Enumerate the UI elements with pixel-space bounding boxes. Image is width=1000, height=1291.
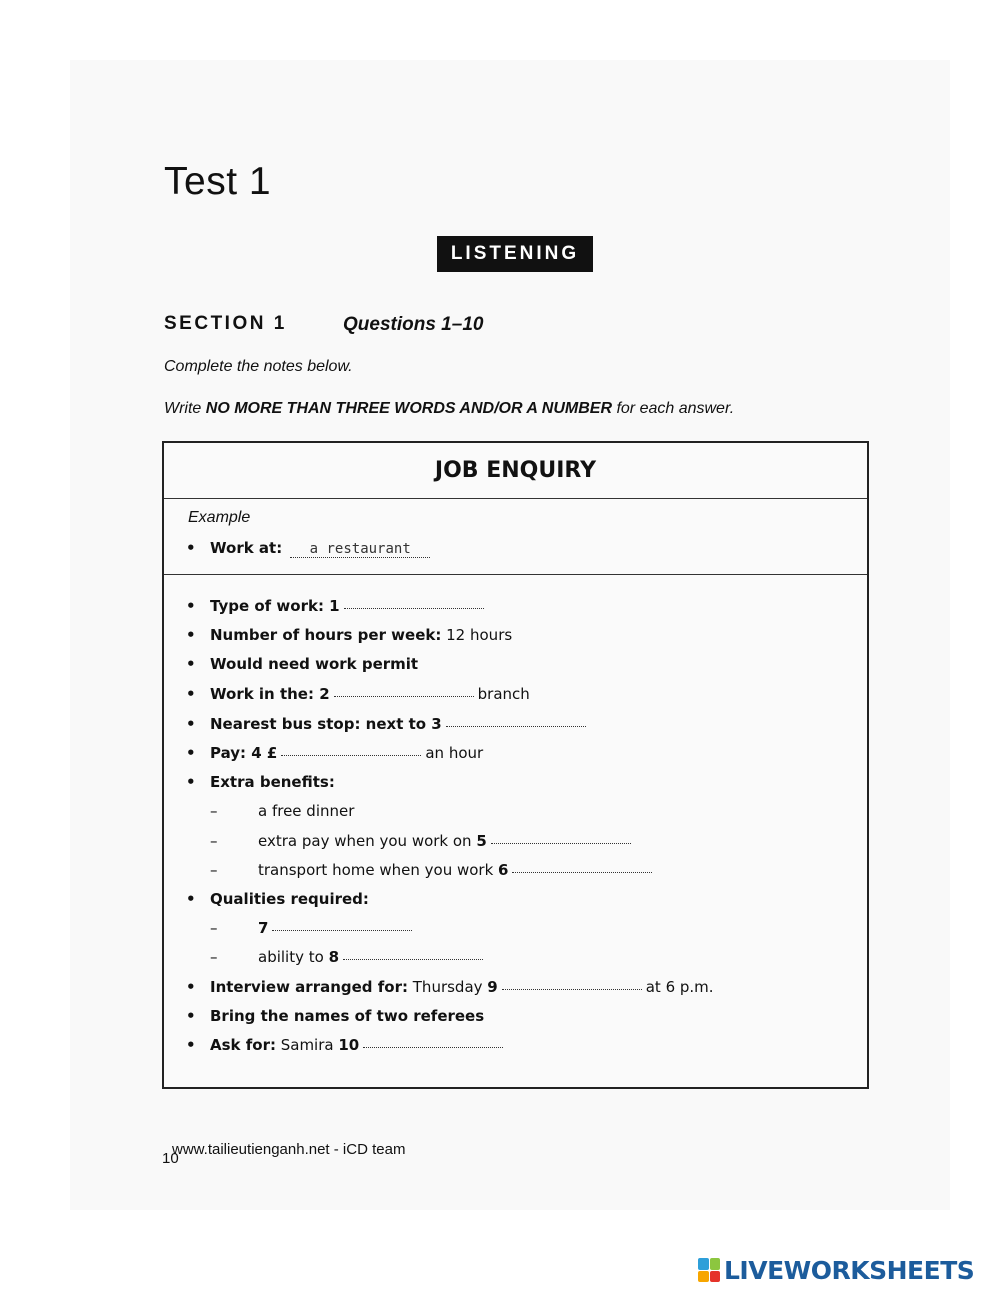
answer-blank-9[interactable] [502,988,642,990]
answer-blank-10[interactable] [363,1046,503,1048]
liveworksheets-logo-icon [698,1258,720,1282]
example-answer: a restaurant [290,542,430,558]
note-item-extra-benefits: • Extra benefits: [186,773,335,791]
questions-label: Questions 1–10 [343,314,484,335]
note-item-referees: • Bring the names of two referees [186,1007,485,1025]
note-item-qualities: • Qualities required: [186,890,369,908]
footer-website: www.tailieutienganh.net - iCD team [172,1141,406,1158]
note-item-type-of-work: • Type of work: 1 [186,597,488,615]
answer-blank-6[interactable] [512,871,652,873]
example-label: Example [188,509,251,526]
liveworksheets-brand-text: LIVEWORKSHEETS [724,1255,975,1285]
notes-box [162,441,869,1089]
example-row: • Work at: a restaurant [186,539,430,558]
section-label: SECTION 1 [164,313,287,334]
answer-blank-4[interactable] [281,754,421,756]
note-item-ask-for: • Ask for: Samira 10 [186,1036,507,1054]
note-item-bus-stop: • Nearest bus stop: next to 3 [186,715,590,733]
note-subitem-free-dinner: – a free dinner [210,802,355,820]
instruction-word-limit: Write NO MORE THAN THREE WORDS AND/OR A NUMBER for each answer. [164,400,735,417]
note-subitem-quality-7: – 7 [186,919,416,937]
liveworksheets-logo [698,1256,974,1284]
example-area [164,499,867,575]
note-subitem-extra-pay: – extra pay when you work on 5 [186,832,635,850]
note-item-hours: • Number of hours per week: 12 hours [186,626,513,644]
note-item-branch: • Work in the: 2 branch [186,685,530,703]
note-item-work-permit: • Would need work permit [186,655,419,673]
answer-blank-7[interactable] [272,929,412,931]
note-subitem-transport: – transport home when you work 6 [186,861,656,879]
answer-blank-5[interactable] [491,842,631,844]
listening-badge: LISTENING [437,236,593,272]
note-item-interview: • Interview arranged for: Thursday 9 at 6 p.m. [186,978,714,996]
note-item-pay: • Pay: 4 £ an hour [186,744,484,762]
notes-heading: JOB ENQUIRY [164,443,867,499]
test-title: Test 1 [164,160,272,203]
answer-blank-3[interactable] [446,725,586,727]
instruction-complete-notes: Complete the notes below. [164,358,353,375]
page-number: 10 [162,1150,179,1167]
note-subitem-ability: – ability to 8 [186,948,487,966]
answer-blank-2[interactable] [334,695,474,697]
answer-blank-8[interactable] [343,958,483,960]
answer-blank-1[interactable] [344,607,484,609]
